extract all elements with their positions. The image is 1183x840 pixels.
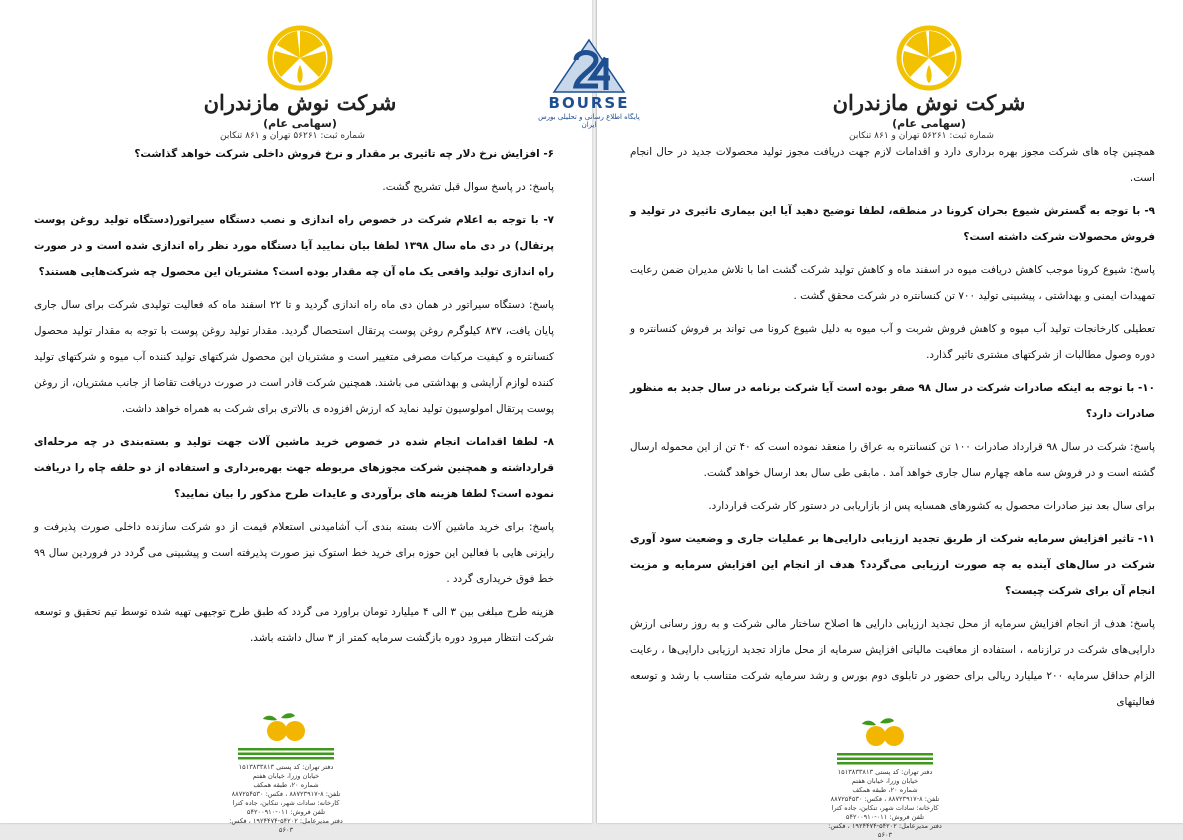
- question-9: ۹- با توجه به گسترش شیوع بحران کرونا در منطقه، لطفا توضیح دهید آیا این بیماری تاثیری در تولید و فروش محصولات شرکت داشته است؟: [630, 205, 1155, 243]
- bourse-subtitle: پایگاه اطلاع رسانی و تحلیلی بورس ایران: [538, 113, 640, 129]
- letter-body: [34, 141, 554, 658]
- document-page-left: [0, 0, 592, 834]
- letterhead: [200, 25, 400, 141]
- company-type: (سهامی عام): [892, 117, 966, 130]
- company-name: شرکت نوش مازندران: [832, 90, 1026, 115]
- letter-footer: [825, 717, 945, 840]
- question-8: ۸- لطفا اقدامات انجام شده در خصوص خرید ماشین آلات جهت تولید و بسته‌بندی در چه مرحله‌ای قرارداشته و همچنین شرکت مجوزهای مربوطه جهت بهره‌برداری و استفاده از دو حلقه چاه را دریافت نموده است؟ لطفا هزینه های برآوردی و عایدات طرح مذکور را بیان نمایید؟: [34, 436, 554, 500]
- answer-11: پاسخ: هدف از انجام افزایش سرمایه از محل تجدید ارزیابی دارایی ها اصلاح ساختار مالی شرکت و به روز رسانی ارزش دارایی‌های شرکت در ترازنامه ، استفاده از معافیت مالیاتی افزایش سرمایه از محل مازاد تجدید ارزیابی دارایی‌ها ، رعایت الزام حداقل سرمایه ۲۰۰ میلیارد ریالی برای حضور در تابلوی دوم بورس و رشد سرمایه شرکت متناسب با رشد و توسعه فعالیتهای: [630, 618, 1156, 708]
- orange-fruit-icon: [850, 717, 920, 747]
- company-logo: [896, 25, 962, 91]
- letter-body: [630, 139, 1155, 722]
- question-11: ۱۱- تاثیر افزایش سرمایه شرکت از طریق تجدید ارزیابی دارایی‌ها بر عملیات جاری و وضعیت سود آوری شرکت در سال‌های آینده به چه صورت ارزیابی می‌گردد؟ هدف از انجام این افزایش سرمایه و مزیت انجام آن برای شرکت چیست؟: [630, 533, 1155, 597]
- green-stripes: [238, 748, 334, 760]
- answer-9-continued: تعطیلی کارخانجات تولید آب میوه و کاهش فروش شربت و آب میوه به دلیل شیوع کرونا می تواند بر فروش کنسانتره و دوره وصول مطالبات از شرکتهای مشتری تاثیر گذارد.: [630, 323, 1155, 361]
- question-10: ۱۰- با توجه به اینکه صادرات شرکت در سال ۹۸ صفر بوده است آیا شرکت برنامه در سال جدید به منظور صادرات دارد؟: [630, 382, 1155, 420]
- answer-8-cost: هزینه طرح مبلغی بین ۳ الی ۴ میلیارد تومان براورد می گردد که طبق طرح توجیهی تهیه شده توسط تیم تحقیق و توسعه شرکت انتظار میرود دوره بازگشت سرمایه کمتر از ۳ سال داشته باشد.: [34, 606, 554, 644]
- answer-10: پاسخ: شرکت در سال ۹۸ قرارداد صادرات ۱۰۰ تن کنسانتره به عراق را منعقد نموده است که ۴۰ تن از این محموله ارسال گشته است و در فروش سه ماهه چهارم سال جاری خواهد آمد . مابقی طی سال بعد ارسال خواهد گشت.: [630, 441, 1155, 479]
- company-type: (سهامی عام): [263, 117, 337, 130]
- company-name: شرکت نوش مازندران: [203, 90, 397, 115]
- question-7: ۷- با توجه به اعلام شرکت در خصوص راه اندازی و نصب دستگاه سیراتور(دستگاه تولید روغن پوست پرتقال) در دی ماه سال ۱۳۹۸ لطفا بیان نمایید آیا دستگاه مورد نظر راه اندازی شده است و در صورت راه اندازی تولید واقعی یک ماه آن چه مقدار بوده است؟ مشتریان این محصول چه شرکت‌هایی هستند؟: [34, 214, 554, 278]
- answer-continued: همچنین چاه های شرکت مجوز بهره برداری دارد و اقدامات لازم جهت دریافت مجوز تولید محصولات جدید در حال انجام است.: [630, 146, 1155, 184]
- answer-10-continued: برای سال بعد نیز صادرات محصول به کشورهای همسایه پس از بازاریابی در دستور کار شرکت قراردارد.: [708, 500, 1155, 512]
- bourse-word: BOURSE: [548, 94, 630, 112]
- answer-8: پاسخ: برای خرید ماشین آلات بسته بندی آب آشامیدنی استعلام قیمت از دو شرکت سازنده داخلی صورت پذیرفت و رایزنی هایی با فعالین این حوزه برای خرید خط استوک نیز صورت پذیرفته است و پیشبینی می گردد در فروردین سال ۹۹ خط فوق خریداری گردد .: [34, 521, 554, 585]
- answer-6: پاسخ: در پاسخ سوال قبل تشریح گشت.: [382, 181, 554, 193]
- bourse-emblem-icon: [552, 38, 626, 94]
- footer-address: دفتر تهران: کد پستی ۱۵۱۳۸۳۳۸۱۳ خیابان وزرا، خیابان هفتم شماره ۲۰، طبقه همکف تلفن: ۸-۸۸۷۲۳۹۱۷ ، فکس: ۸۸۷۲۵۴۵۳۰ کارخانه: سادات شهر، تنکابن، جاده کترا تلفن فروش: ۰۱۱-۵۴۲۰۰۹۱۰ دفتر مدیرعامل: ۵۴۲۰۲-۱۹۲۴۴۷۴ ، فکس: ۵۶۰۳: [229, 763, 343, 834]
- orange-fruit-icon: [251, 712, 321, 742]
- question-6: ۶- افزایش نرخ دلار چه تاثیری بر مقدار و نرخ فروش داخلی شرکت خواهد گذاشت؟: [134, 148, 554, 160]
- footer-address: دفتر تهران: کد پستی ۱۵۱۳۸۳۳۸۱۳ خیابان وزرا، خیابان هفتم شماره ۲۰، طبقه همکف تلفن: ۸-۸۸۷۲۳۹۱۷ ، فکس: ۸۸۷۲۵۴۵۳۰ کارخانه: سادات شهر، تنکابن، جاده کترا تلفن فروش: ۰۱۱-۵۴۲۰۰۹۱۰ دفتر مدیرعامل: ۵۴۲۰۲-۱۹۲۴۴۷۴ ، فکس: ۵۶۰۳: [828, 768, 942, 839]
- letterhead: [829, 25, 1029, 141]
- registration-number: شماره ثبت: ۵۶۲۶۱ تهران و ۸۶۱ تنکابن: [220, 131, 365, 141]
- answer-7: پاسخ: دستگاه سیراتور در همان دی ماه راه اندازی گردید و تا ۲۲ اسفند ماه که فعالیت تولیدی شرکت برای سال جاری پایان یافت، ۸۳۷ کیلوگرم روغن پوست پرتقال استحصال گردید. مقدار تولید روغن پوست با توجه به مقدار تولید محصول کنسانتره و کیفیت مرکبات مصرفی متغییر است و مشتریان این محصول شرکتهای تولید کننده آب میوه و شرکتهای تولید کننده لوازم آرایشی و بهداشتی می باشند. همچنین شرکت قادر است در صورت دریافت تقاضا از جانب مشتریان، از روغن پوست پرتقال امولوسیون تولید نماید که ارزش افزوده ی بالاتری برای شرکت به همراه خواهد داشت.: [34, 299, 554, 415]
- answer-9: پاسخ: شیوع کرونا موجب کاهش دریافت میوه در اسفند ماه و کاهش تولید شرکت گشت اما با تلاش مدیران ضمن رعایت تمهیدات ایمنی و بهداشتی ، پیشبینی تولید ۷۰۰ تن کنسانتره در شرکت محقق گشت .: [630, 264, 1155, 302]
- document-page-right: [597, 0, 1183, 839]
- bourse-logo: [533, 38, 645, 129]
- company-logo: [267, 25, 333, 91]
- registration-number: شماره ثبت: ۵۶۲۶۱ تهران و ۸۶۱ تنکابن: [849, 131, 994, 141]
- letter-footer: [226, 712, 346, 835]
- green-stripes: [837, 753, 933, 765]
